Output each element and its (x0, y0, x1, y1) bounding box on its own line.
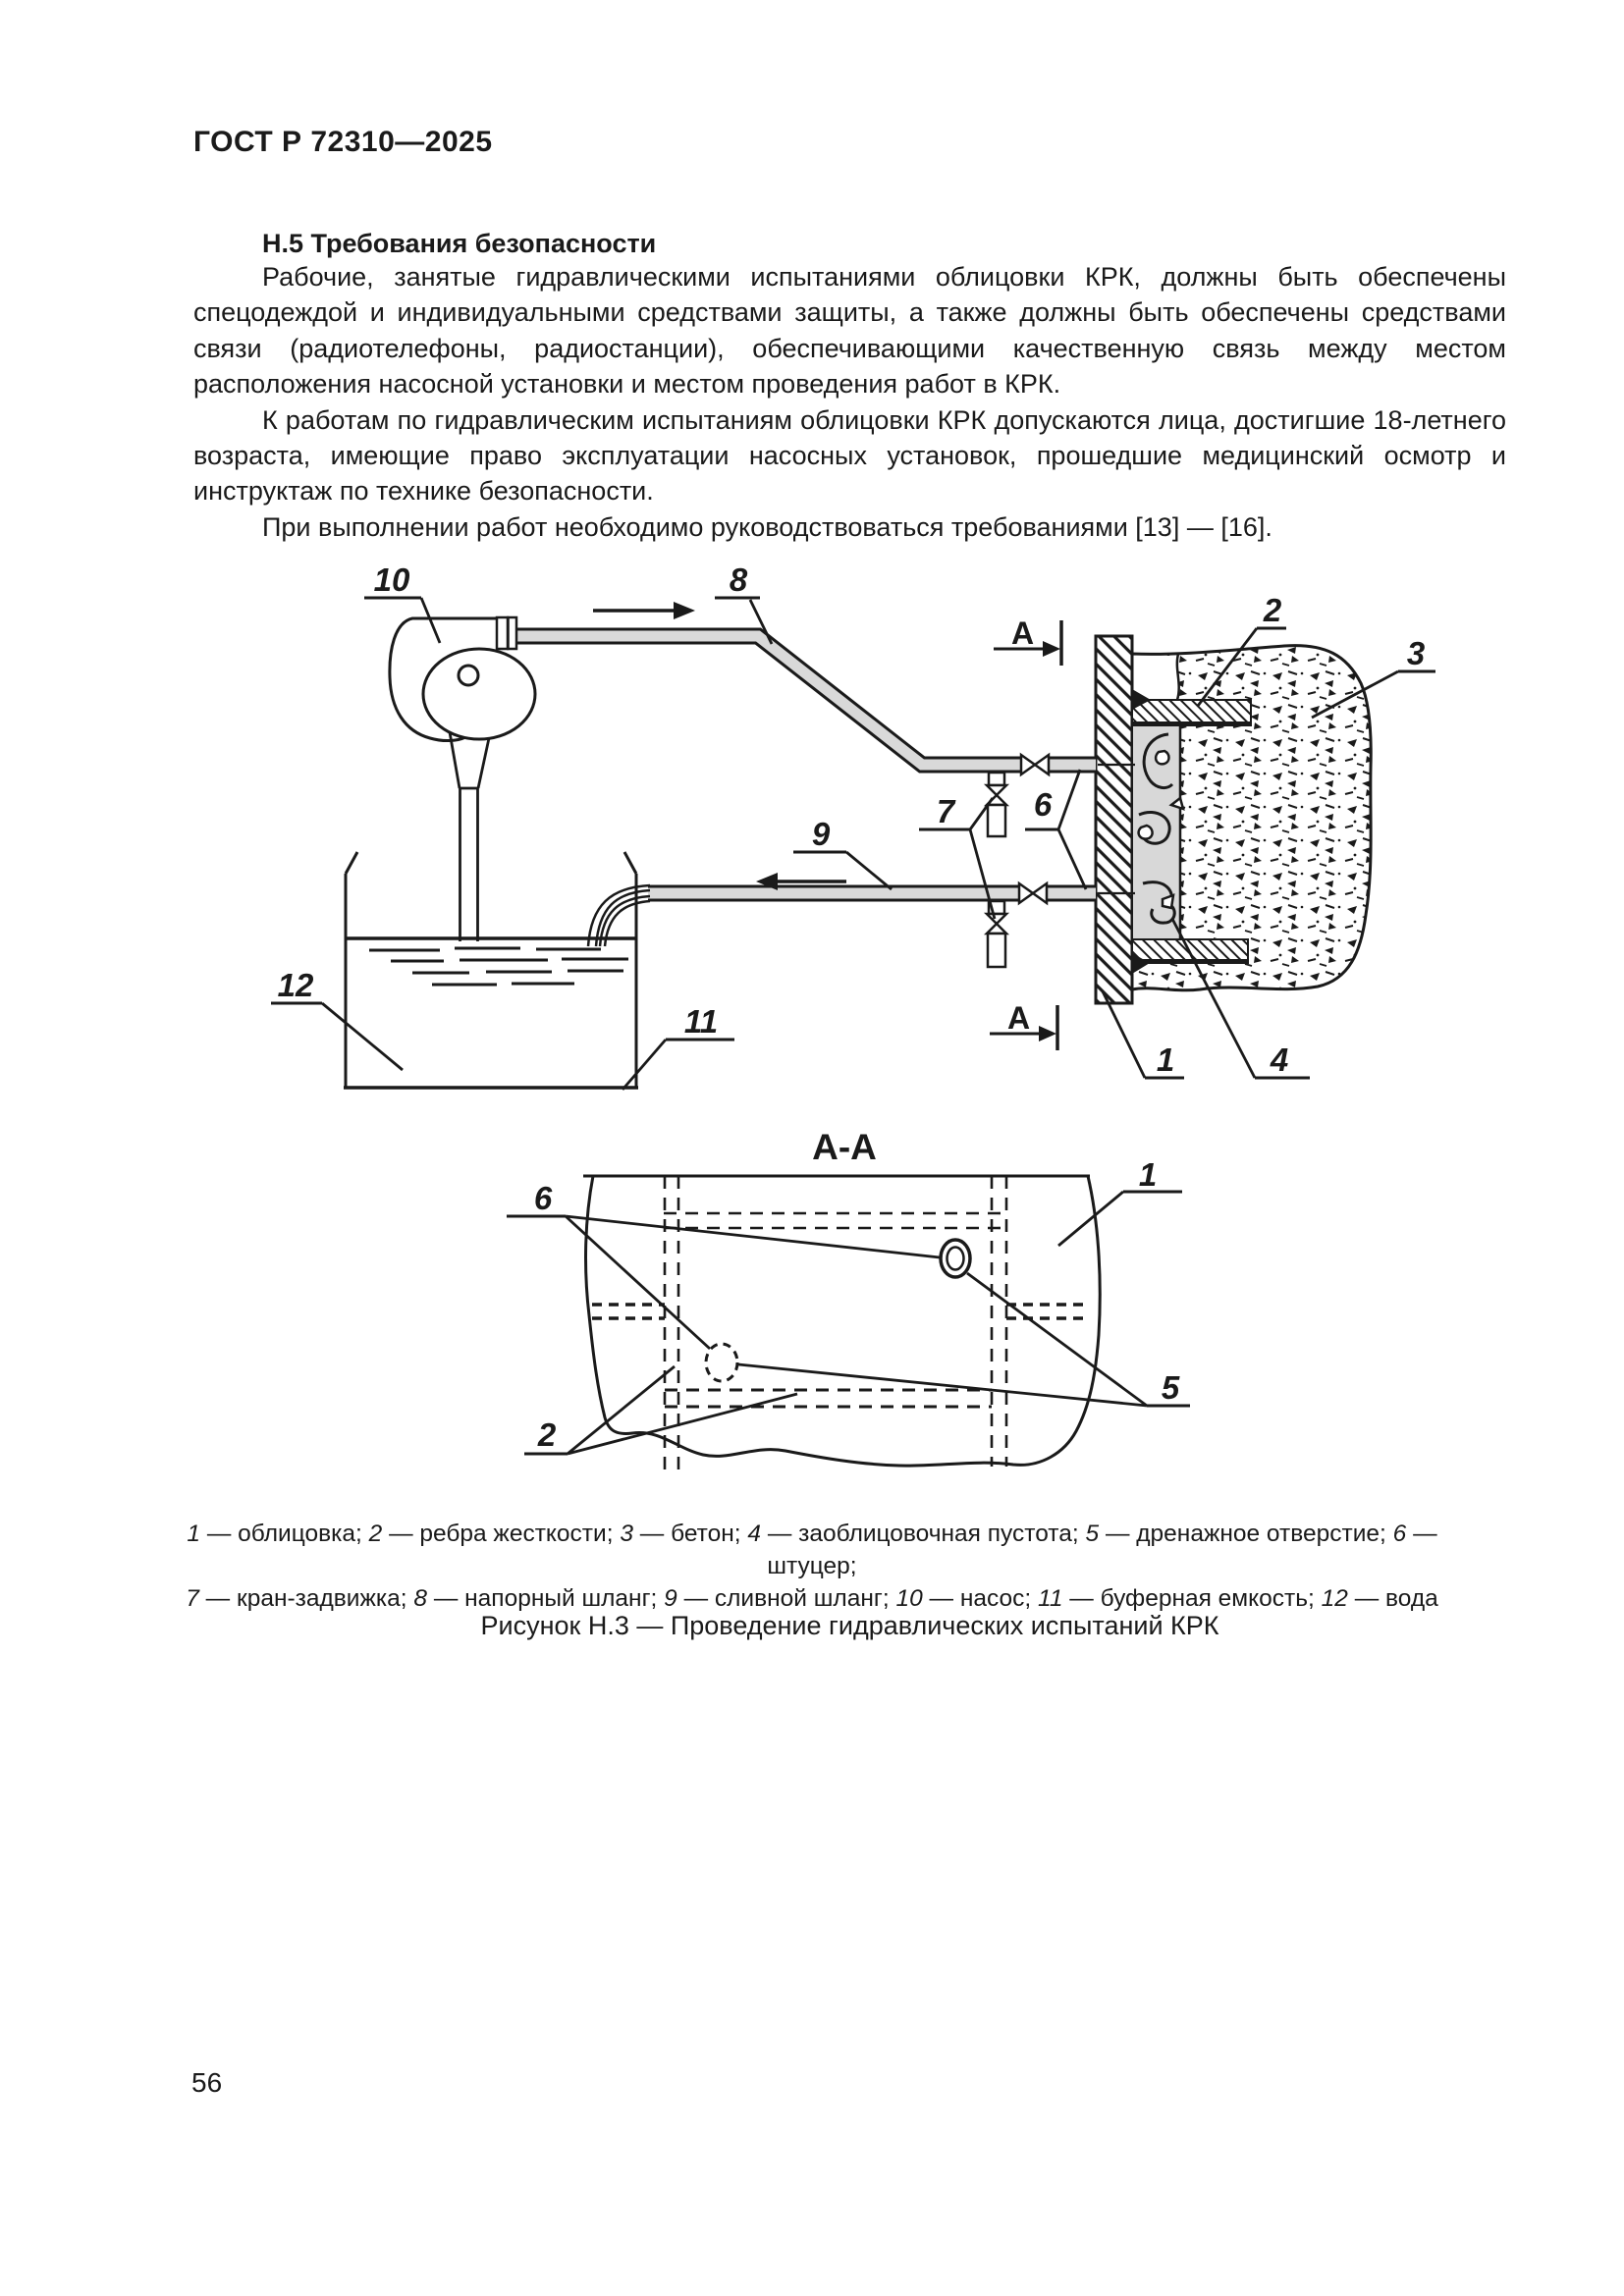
fitting-hole-visible (941, 1240, 970, 1277)
legend-text: — штуцер; (767, 1521, 1437, 1579)
callout-4: 4 (1270, 1041, 1289, 1078)
legend-num: 8 (413, 1585, 428, 1612)
legend-text: — сливной шланг; (683, 1585, 890, 1612)
doc-header: ГОСТ Р 72310—2025 (193, 126, 493, 158)
figure-legend (157, 1518, 1467, 1615)
legend-text: — вода (1354, 1585, 1438, 1612)
legend-num: 1 (187, 1521, 201, 1547)
legend-num: 12 (1321, 1585, 1348, 1612)
legend-num: 10 (895, 1585, 923, 1612)
section-view-a-a (507, 1127, 1190, 1474)
valve-lower (987, 901, 1006, 967)
lining-wall (1096, 636, 1132, 1003)
legend-num: 3 (620, 1521, 633, 1547)
paragraph-1: Рабочие, занятые гидравлическими испытаниями облицовки КРК, должны быть обеспечены спецодеждой и индивидуальными средствами защиты, а также должны быть обеспечены средствами связи (радиотелефоны, радиостанции), обеспечивающими качественную связь между местом расположения насосной установки и местом проведения работ в КРК. (193, 262, 1506, 400)
legend-text: — напорный шланг; (433, 1585, 658, 1612)
callout-12: 12 (277, 967, 314, 1003)
legend-num: 6 (1392, 1521, 1407, 1547)
callout-3: 3 (1406, 635, 1426, 671)
tank-left-tip (346, 852, 357, 874)
callout-9: 9 (811, 816, 831, 852)
concrete-top-margin (1133, 656, 1178, 699)
callout-aa-1: 1 (1138, 1156, 1158, 1193)
paragraph-2: К работам по гидравлическим испытаниям облицовки КРК допускаются лица, достигшие 18-летнего возраста, имеющие право эксплуатации насосных установок, прошедшие медицинский осмотр и инструктаж по технике безопасности. (193, 404, 1506, 507)
legend-num: 5 (1085, 1521, 1100, 1547)
legend-text: — заоблицовочная пустота; (767, 1521, 1079, 1547)
section-title: Н.5 Требования безопасности (262, 229, 657, 258)
callout-10: 10 (373, 561, 410, 598)
suction-funnel (450, 732, 489, 941)
tank-right-tip (624, 852, 636, 874)
legend-text: — дренажное отверстие; (1105, 1521, 1386, 1547)
section-letter-bottom: А (1007, 1000, 1031, 1036)
legend-num: 9 (664, 1585, 677, 1612)
flow-arrows (593, 602, 846, 890)
callout-7: 7 (936, 793, 955, 829)
union-upper-right (1035, 755, 1049, 774)
callout-aa-5: 5 (1161, 1369, 1180, 1406)
pump-flange-1 (497, 617, 508, 649)
pressure-hose (517, 636, 1096, 765)
void-channel (1133, 725, 1183, 939)
callout-11: 11 (683, 1003, 719, 1040)
figure-caption: Рисунок Н.3 — Проведение гидравлических испытаний КРК (480, 1611, 1219, 1640)
legend-text: — насос; (929, 1585, 1032, 1612)
legend-line-1 (157, 1518, 1467, 1582)
hidden-ribs (592, 1176, 1083, 1474)
legend-text: — буферная емкость; (1069, 1585, 1315, 1612)
drain-hole-hidden (706, 1344, 737, 1381)
callout-aa-2: 2 (537, 1416, 557, 1453)
callout-aa-6: 6 (533, 1180, 553, 1216)
legend-text: — кран-задвижка; (205, 1585, 407, 1612)
lining-outline (586, 1176, 1101, 1466)
callout-8: 8 (729, 561, 748, 598)
callout-2: 2 (1263, 592, 1282, 628)
section-mark-bottom (990, 1000, 1057, 1050)
pump-shaft-eye (459, 666, 478, 685)
paragraph-3: При выполнении работ необходимо руководствоваться требованиями [13] — [16]. (262, 511, 1272, 542)
legend-text: — ребра жесткости; (389, 1521, 614, 1547)
section-letter-top: А (1011, 615, 1035, 651)
water-dashes (369, 948, 628, 985)
page-number: 56 (191, 2067, 223, 2098)
legend-num: 7 (186, 1585, 199, 1612)
legend-num: 2 (368, 1521, 383, 1547)
legend-text: — бетон; (639, 1521, 741, 1547)
buffer-tank (344, 852, 638, 1088)
section-view-title: А-А (812, 1127, 877, 1167)
legend-text: — облицовка; (206, 1521, 362, 1547)
legend-num: 4 (747, 1521, 762, 1547)
pump-casing (423, 649, 535, 739)
section-mark-top (994, 615, 1061, 666)
callout-1: 1 (1156, 1041, 1175, 1078)
pump (390, 617, 535, 941)
legend-num: 11 (1038, 1585, 1063, 1612)
union-lower-right (1033, 883, 1047, 903)
pump-flange-2 (509, 617, 517, 649)
callout-leaders-aa (507, 1192, 1190, 1454)
callout-6: 6 (1033, 786, 1053, 823)
